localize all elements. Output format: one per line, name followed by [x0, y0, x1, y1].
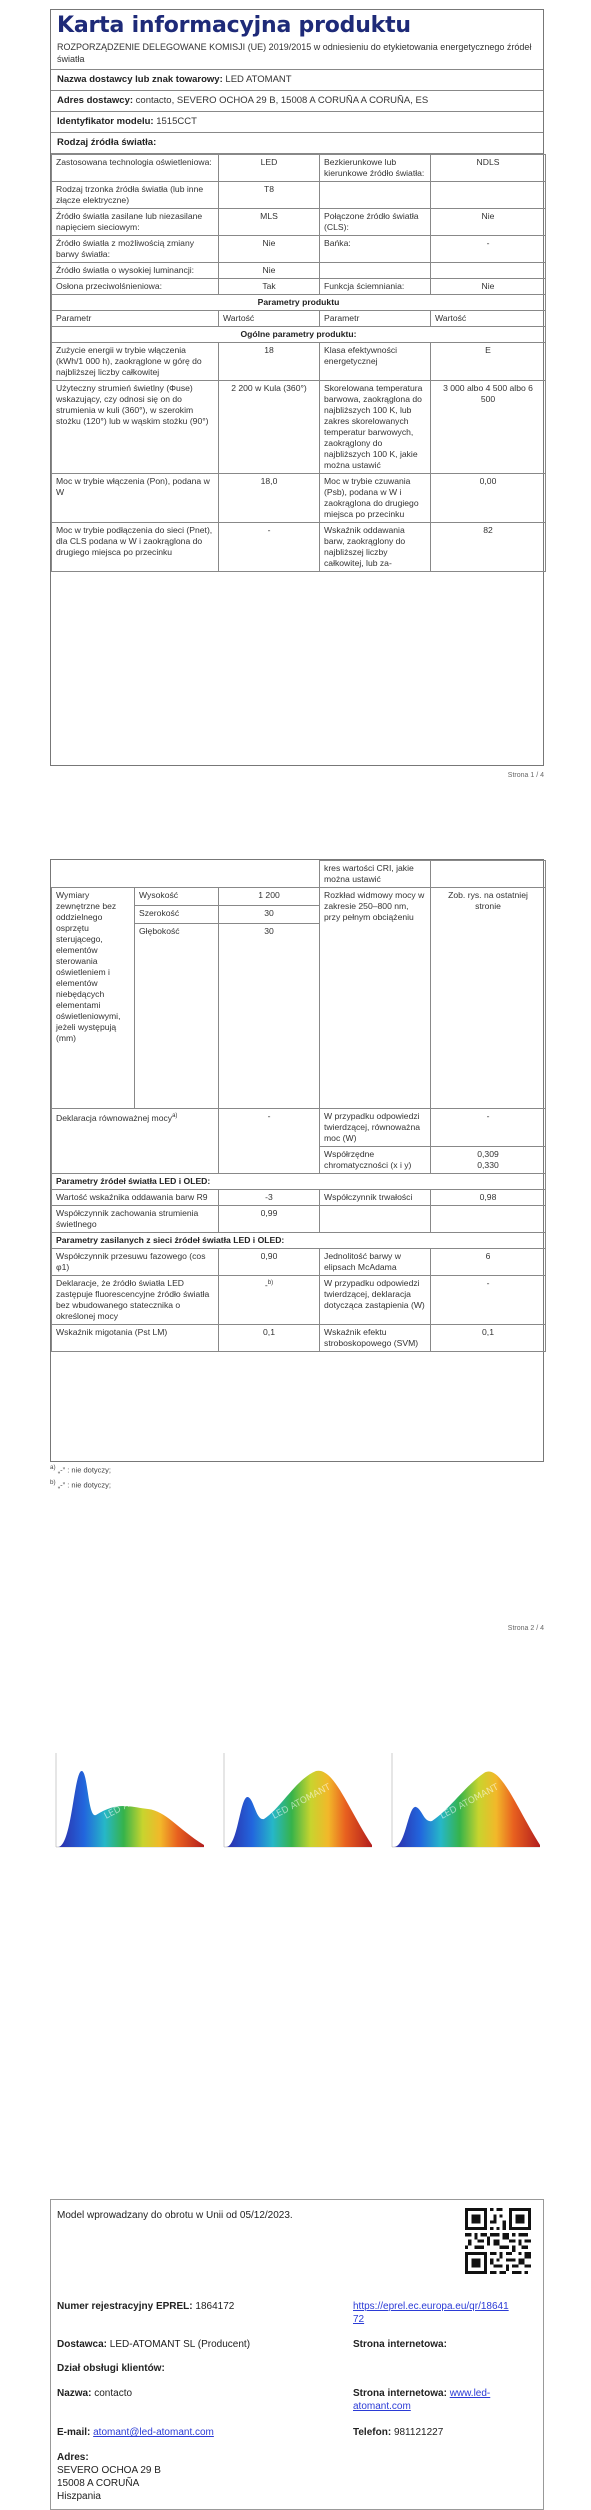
- param-label: kres wartości CRI, jakie można ustawić: [320, 861, 431, 888]
- table-row: [52, 279, 546, 295]
- empty-cell: [52, 861, 320, 888]
- customer-service-heading: [57, 2362, 165, 2375]
- model-id-row: [51, 112, 543, 133]
- param-label: Wskaźnik efektu stroboskopowego (SVM): [320, 1325, 431, 1352]
- param-label: Deklaracje, że źródło światła LED zastępuje fluorescencyjne źródło światła bez wbudowanego statecznika o określonej mocy: [52, 1276, 219, 1325]
- table-row: [52, 209, 546, 236]
- supplier-name-value: LED ATOMANT: [225, 74, 292, 85]
- param-label: [320, 1206, 431, 1233]
- eprel-row: [57, 2300, 234, 2313]
- model-id-label: Identyfikator modelu:: [57, 116, 154, 127]
- param-value: 0,98: [431, 1190, 546, 1206]
- param-label: Współczynnik przesuwu fazowego (cos φ1): [52, 1249, 219, 1276]
- website2-row: [353, 2387, 525, 2413]
- footnote-b: [50, 1479, 111, 1490]
- watermark-text: LED ATOMANT: [438, 1782, 501, 1822]
- param-label: Bezkierunkowe lub kierunkowe źródło światła:: [320, 155, 431, 182]
- param-value: MLS: [219, 209, 320, 236]
- param-value: Nie: [431, 209, 546, 236]
- param-label: Moc w trybie podłączenia do sieci (Pnet), dla CLS podana w W i zaokrąglona do drugiego miejsca po przecinku: [52, 523, 219, 572]
- footnote-a: [50, 1464, 111, 1475]
- market-date-text: Model wprowadzany do obrotu w Unii od 05/12/2023.: [57, 2210, 293, 2221]
- source-type-table: [51, 154, 546, 572]
- param-label: Współczynnik zachowania strumienia świetlnego: [52, 1206, 219, 1233]
- spectrum-chart: [384, 1749, 544, 1854]
- page-title: Karta informacyjna produktu: [57, 13, 411, 38]
- website-label-text: Strona internetowa:: [353, 2339, 447, 2350]
- footnote-mark: b): [267, 1280, 274, 1286]
- chroma-y: 0,330: [477, 1160, 499, 1170]
- param-value: Nie: [219, 236, 320, 263]
- param-label: Bańka:: [320, 236, 431, 263]
- param-value: LED: [219, 155, 320, 182]
- product-sheet-page-1: [50, 9, 544, 766]
- param-label: W przypadku odpowiedzi twierdzącej, równoważna moc (W): [320, 1109, 431, 1147]
- table-row: [52, 1249, 546, 1276]
- param-value: 2 200 w Kula (360°): [219, 381, 320, 474]
- table-row: [52, 523, 546, 572]
- mains-header: Parametry zasilanych z sieci źródeł światła LED i OLED:: [52, 1233, 546, 1249]
- address-line: SEVERO OCHOA 29 B: [57, 2465, 161, 2476]
- supplier-name-row: [51, 70, 543, 91]
- param-value: [431, 182, 546, 209]
- param-value: NDLS: [431, 155, 546, 182]
- dim-value: 30: [219, 906, 320, 924]
- supplier-address-row: [51, 91, 543, 112]
- supplier-value: LED-ATOMANT SL (Producent): [109, 2339, 251, 2350]
- model-id-value: 1515CCT: [156, 116, 197, 127]
- phone-row: [353, 2426, 443, 2439]
- footnote-mark: a): [172, 1113, 178, 1119]
- params-header-row: [52, 295, 546, 311]
- spectrum-chart: [48, 1749, 208, 1854]
- general-header: Ogólne parametry produktu:: [52, 327, 546, 343]
- param-value: 0,1: [219, 1325, 320, 1352]
- dim-name: Głębokość: [135, 924, 219, 1109]
- param-label: W przypadku odpowiedzi twierdzącej, deklaracja dotycząca zastąpienia (W): [320, 1276, 431, 1325]
- param-value: 0,1: [431, 1325, 546, 1352]
- param-value: E: [431, 343, 546, 381]
- param-value: 6: [431, 1249, 546, 1276]
- website2-label: Strona internetowa:: [353, 2388, 447, 2399]
- param-value: 3 000 albo 4 500 albo 6 500: [431, 381, 546, 474]
- param-label: Użyteczny strumień świetlny (Φuse) wskazujący, czy odnosi się on do strumienia w kuli (360°), w szerokim stożku (120°) lub w wąskim stożku (90°): [52, 381, 219, 474]
- col-header-param: Parametr: [320, 311, 431, 327]
- table-row: [52, 155, 546, 182]
- param-label: [320, 263, 431, 279]
- param-value: 0,99: [219, 1206, 320, 1233]
- supplier-address-value: contacto, SEVERO OCHOA 29 B, 15008 A CORUÑA A CORUÑA, ES: [135, 95, 429, 106]
- source-type-title: Rodzaj źródła światła:: [57, 137, 157, 148]
- footnote-text: „-” : nie dotyczy;: [57, 1480, 112, 1490]
- table-row: [52, 474, 546, 523]
- col-header-value: Wartość: [431, 311, 546, 327]
- general-header-row: [52, 327, 546, 343]
- param-value: -: [431, 236, 546, 263]
- param-label: Rodzaj trzonka źródła światła (lub inne złącze elektryczne): [52, 182, 219, 209]
- table-row: [52, 1109, 546, 1147]
- param-value: Nie: [431, 279, 546, 295]
- footnote-text: „-” : nie dotyczy;: [57, 1465, 112, 1475]
- table-row: [52, 1325, 546, 1352]
- col-header-param: Parametr: [52, 311, 219, 327]
- param-label: [52, 1109, 219, 1174]
- params-header: Parametry produktu: [52, 295, 546, 311]
- supplier-address-label: Adres dostawcy:: [57, 95, 134, 106]
- footnote-mark: a): [50, 1464, 56, 1471]
- param-label: [320, 182, 431, 209]
- param-value: -3: [219, 1190, 320, 1206]
- dim-name: Wysokość: [135, 888, 219, 906]
- param-value: Nie: [219, 263, 320, 279]
- table-row: [52, 263, 546, 279]
- table-row: [52, 182, 546, 209]
- param-label: Klasa efektywności energetycznej: [320, 343, 431, 381]
- param-label: Źródło światła z możliwością zmiany barwy światła:: [52, 236, 219, 263]
- dimensions-label: Wymiary zewnętrzne bez oddzielnego osprzętu sterującego, elementów sterowania oświetleniem i elementów niebędących elementami oświetleniowymi, jeżeli występują (mm): [52, 888, 135, 1109]
- supplier-row: [57, 2338, 250, 2351]
- customer-service-label: Dział obsługi klientów:: [57, 2363, 165, 2374]
- table-row: [52, 1206, 546, 1233]
- table-row: [52, 861, 546, 888]
- supplier-name-label: Nazwa dostawcy lub znak towarowy:: [57, 74, 223, 85]
- address-line: Hiszpania: [57, 2491, 101, 2502]
- empty-cell: [431, 861, 546, 888]
- address-block: [57, 2451, 161, 2503]
- param-value: [219, 1276, 320, 1325]
- contact-name-label: Nazwa:: [57, 2388, 92, 2399]
- param-value: -: [431, 1276, 546, 1325]
- spectrum-6500k: [384, 1749, 544, 1854]
- replace-value: -: [264, 1279, 268, 1290]
- page-number: Strona 2 / 4: [507, 1625, 544, 1632]
- param-label: Współczynnik trwałości: [320, 1190, 431, 1206]
- spectrum-3000k: [48, 1749, 208, 1854]
- params-table-cont: [51, 860, 546, 1352]
- table-row: [52, 1190, 546, 1206]
- param-label: Współrzędne chromatyczności (x i y): [320, 1147, 431, 1174]
- col-header-value: Wartość: [219, 311, 320, 327]
- param-value: Tak: [219, 279, 320, 295]
- eprel-label: Numer rejestracyjny EPREL:: [57, 2301, 193, 2312]
- watermark-text: LED ATOMANT: [102, 1782, 165, 1822]
- website-link[interactable]: www.led-atomant.com: [353, 2388, 491, 2412]
- param-label: Skorelowana temperatura barwowa, zaokrąglona do najbliższych 100 K, lub zakres skorelowanych temperatur barwowych, zaokrąglony do najbliższych 100 K, jakie można ustawić: [320, 381, 431, 474]
- param-label: Wskaźnik migotania (Pst LM): [52, 1325, 219, 1352]
- footnote-mark: b): [50, 1479, 56, 1486]
- spectrum-chart: [216, 1749, 376, 1854]
- param-label: Zastosowana technologia oświetleniowa:: [52, 155, 219, 182]
- param-value: 0,90: [219, 1249, 320, 1276]
- chroma-x: 0,309: [477, 1149, 499, 1159]
- info-box: [50, 2199, 544, 2510]
- led-header: Parametry źródeł światła LED i OLED:: [52, 1174, 546, 1190]
- param-label: Wskaźnik oddawania barw, zaokrąglony do najbliższej liczby całkowitej, lub za-: [320, 523, 431, 572]
- param-value: T8: [219, 182, 320, 209]
- spectra-row: [48, 1749, 544, 1854]
- param-value: [431, 1206, 546, 1233]
- qr-code-icon[interactable]: [465, 2208, 531, 2274]
- phone-label: Telefon:: [353, 2427, 392, 2438]
- website-label: [353, 2338, 447, 2351]
- param-label: Moc w trybie czuwania (Psb), podana w W i zaokrąglona do drugiego miejsca po przecinku: [320, 474, 431, 523]
- param-label: Rozkład widmowy mocy w zakresie 250–800 nm, przy pełnym obciążeniu: [320, 888, 431, 1109]
- title-row: [51, 10, 543, 70]
- eprel-link[interactable]: https://eprel.ec.europa.eu/qr/1864172: [353, 2301, 509, 2325]
- param-value: -: [219, 1109, 320, 1174]
- contact-name-value: contacto: [94, 2388, 133, 2399]
- equiv-label: Deklaracja równoważnej mocy: [56, 1112, 173, 1123]
- email-row: [57, 2426, 214, 2439]
- param-value: [431, 888, 546, 1109]
- dim-value: 1 200: [219, 888, 320, 906]
- param-value: -: [219, 523, 320, 572]
- param-value: [431, 263, 546, 279]
- email-label: E-mail:: [57, 2427, 91, 2438]
- param-label: Osłona przeciwolśnieniowa:: [52, 279, 219, 295]
- param-value: 0,00: [431, 474, 546, 523]
- table-row: [52, 888, 546, 906]
- param-value: [431, 1147, 546, 1174]
- eprel-value: 1864172: [195, 2301, 235, 2312]
- param-label: Połączone źródło światła (CLS):: [320, 209, 431, 236]
- table-row: [52, 343, 546, 381]
- param-label: [52, 474, 219, 523]
- mains-header-row: [52, 1233, 546, 1249]
- column-header-row: [52, 311, 546, 327]
- dim-name: Szerokość: [135, 906, 219, 924]
- on-power-label: Moc w trybie włączenia (Pon), podana w W: [56, 476, 210, 497]
- param-value: 18,0: [219, 474, 320, 523]
- email-link[interactable]: atomant@led-atomant.com: [93, 2427, 214, 2438]
- param-value: -: [431, 1109, 546, 1147]
- param-label: Wartość wskaźnika oddawania barw R9: [52, 1190, 219, 1206]
- spectrum-4500k: [216, 1749, 376, 1854]
- product-sheet-page-2: [50, 859, 544, 1462]
- param-label: Jednolitość barwy w elipsach McAdama: [320, 1249, 431, 1276]
- table-row: [52, 381, 546, 474]
- page-number: Strona 1 / 4: [507, 772, 544, 779]
- regulation-text: ROZPORZĄDZENIE DELEGOWANE KOMISJI (UE) 2019/2015 w odniesieniu do etykietowania energetycznego źródeł światła: [57, 42, 532, 64]
- address-line: 15008 A CORUÑA: [57, 2478, 140, 2489]
- led-header-row: [52, 1174, 546, 1190]
- param-label: Źródło światła o wysokiej luminancji:: [52, 263, 219, 279]
- spectrum-ref: Zob. rys. na ostatniej stronie: [448, 890, 528, 911]
- param-label: Zużycie energii w trybie włączenia (kWh/1 000 h), zaokrąglone w górę do najbliższej liczby całkowitej: [52, 343, 219, 381]
- param-value: 82: [431, 523, 546, 572]
- param-label: Funkcja ściemniania:: [320, 279, 431, 295]
- watermark-text: LED ATOMANT: [270, 1782, 333, 1822]
- param-value: 18: [219, 343, 320, 381]
- address-label: Adres:: [57, 2452, 89, 2463]
- phone-value: 981121227: [393, 2427, 444, 2438]
- param-label: Źródło światła zasilane lub niezasilane napięciem sieciowym:: [52, 209, 219, 236]
- table-row: [52, 1276, 546, 1325]
- supplier-label: Dostawca:: [57, 2339, 108, 2350]
- table-row: [52, 236, 546, 263]
- source-type-header: [51, 133, 543, 154]
- dim-value: 30: [219, 924, 320, 1109]
- contact-name-row: [57, 2387, 132, 2400]
